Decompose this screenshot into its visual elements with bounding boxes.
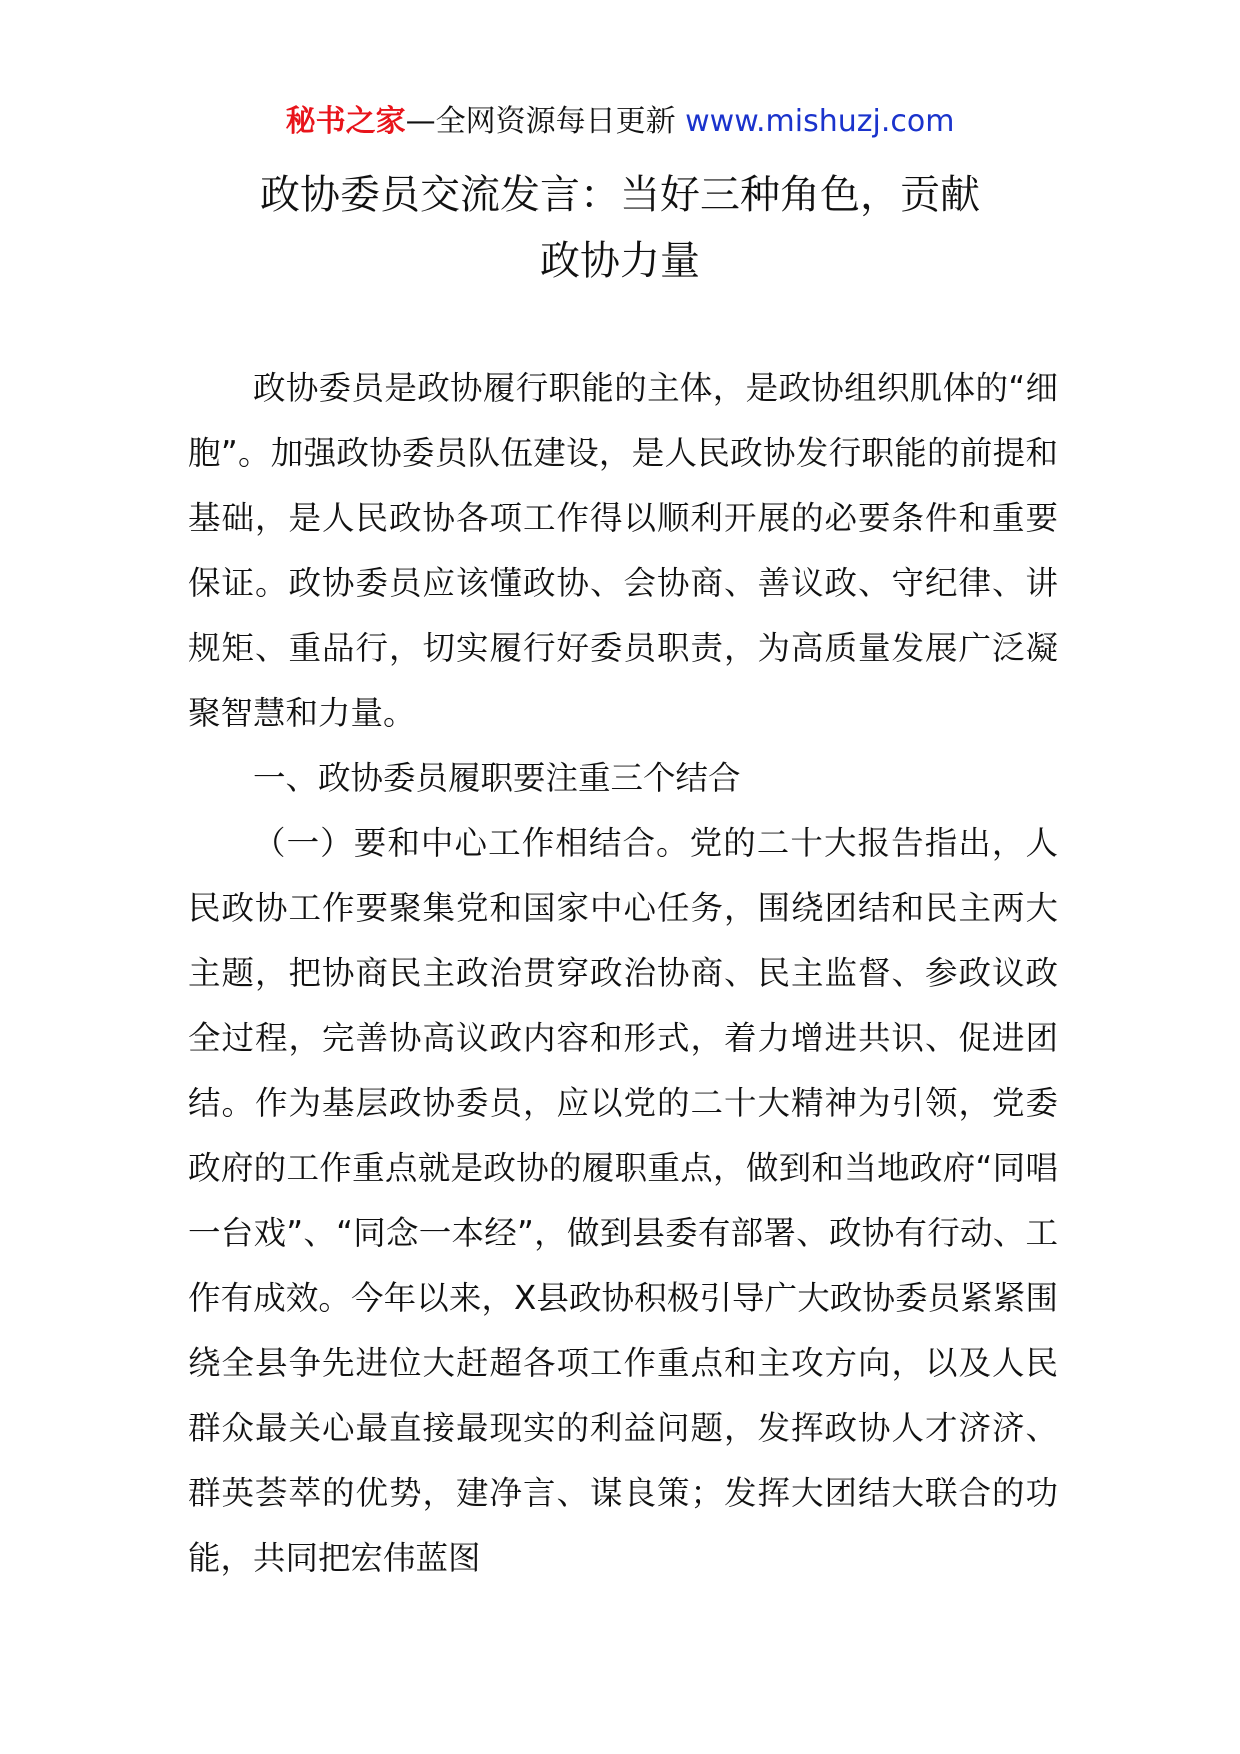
header-tagline: —全网资源每日更新 xyxy=(405,104,686,139)
title-line-2: 政协力量 xyxy=(540,238,700,284)
brand-name: 秘书之家 xyxy=(285,104,406,139)
site-url-link[interactable]: www.mishuzj.com xyxy=(685,104,955,139)
site-header xyxy=(0,100,1240,144)
intro-paragraph: 政协委员是政协履行职能的主体，是政协组织肌体的“细胞”。加强政协委员队伍建设，是人民政协发行职能的前提和基础，是人民政协各项工作得以顺利开展的必要条件和重要保证。政协委员应该懂政协、会协商、善议政、守纪律、讲规矩、重品行，切实履行好委员职责，为高质量发展广泛凝聚智慧和力量。 xyxy=(188,369,1058,732)
document-body xyxy=(188,356,1058,1591)
document-title xyxy=(150,162,1090,294)
subsection-paragraph-1: （一）要和中心工作相结合。党的二十大报告指出，人民政协工作要聚集党和国家中心任务，围绕团结和民主两大主题，把协商民主政治贯穿政治协商、民主监督、参政议政全过程，完善协高议政内容和形式，着力增进共识、促进团结。作为基层政协委员，应以党的二十大精神为引领，党委政府的工作重点就是政协的履职重点，做到和当地政府“同唱一台戏”、“同念一本经”，做到县委有部署、政协有行动、工作有成效。今年以来，X县政协积极引导广大政协委员紧紧围绕全县争先进位大赶超各项工作重点和主攻方向，以及人民群众最关心最直接最现实的利益问题，发挥政协人才济济、群英荟萃的优势，建净言、谋良策；发挥大团结大联合的功能，共同把宏伟蓝图 xyxy=(188,824,1058,1577)
title-line-1: 政协委员交流发言：当好三种角色，贡献 xyxy=(260,172,980,218)
section-heading-1: 一、政协委员履职要注重三个结合 xyxy=(253,759,741,797)
